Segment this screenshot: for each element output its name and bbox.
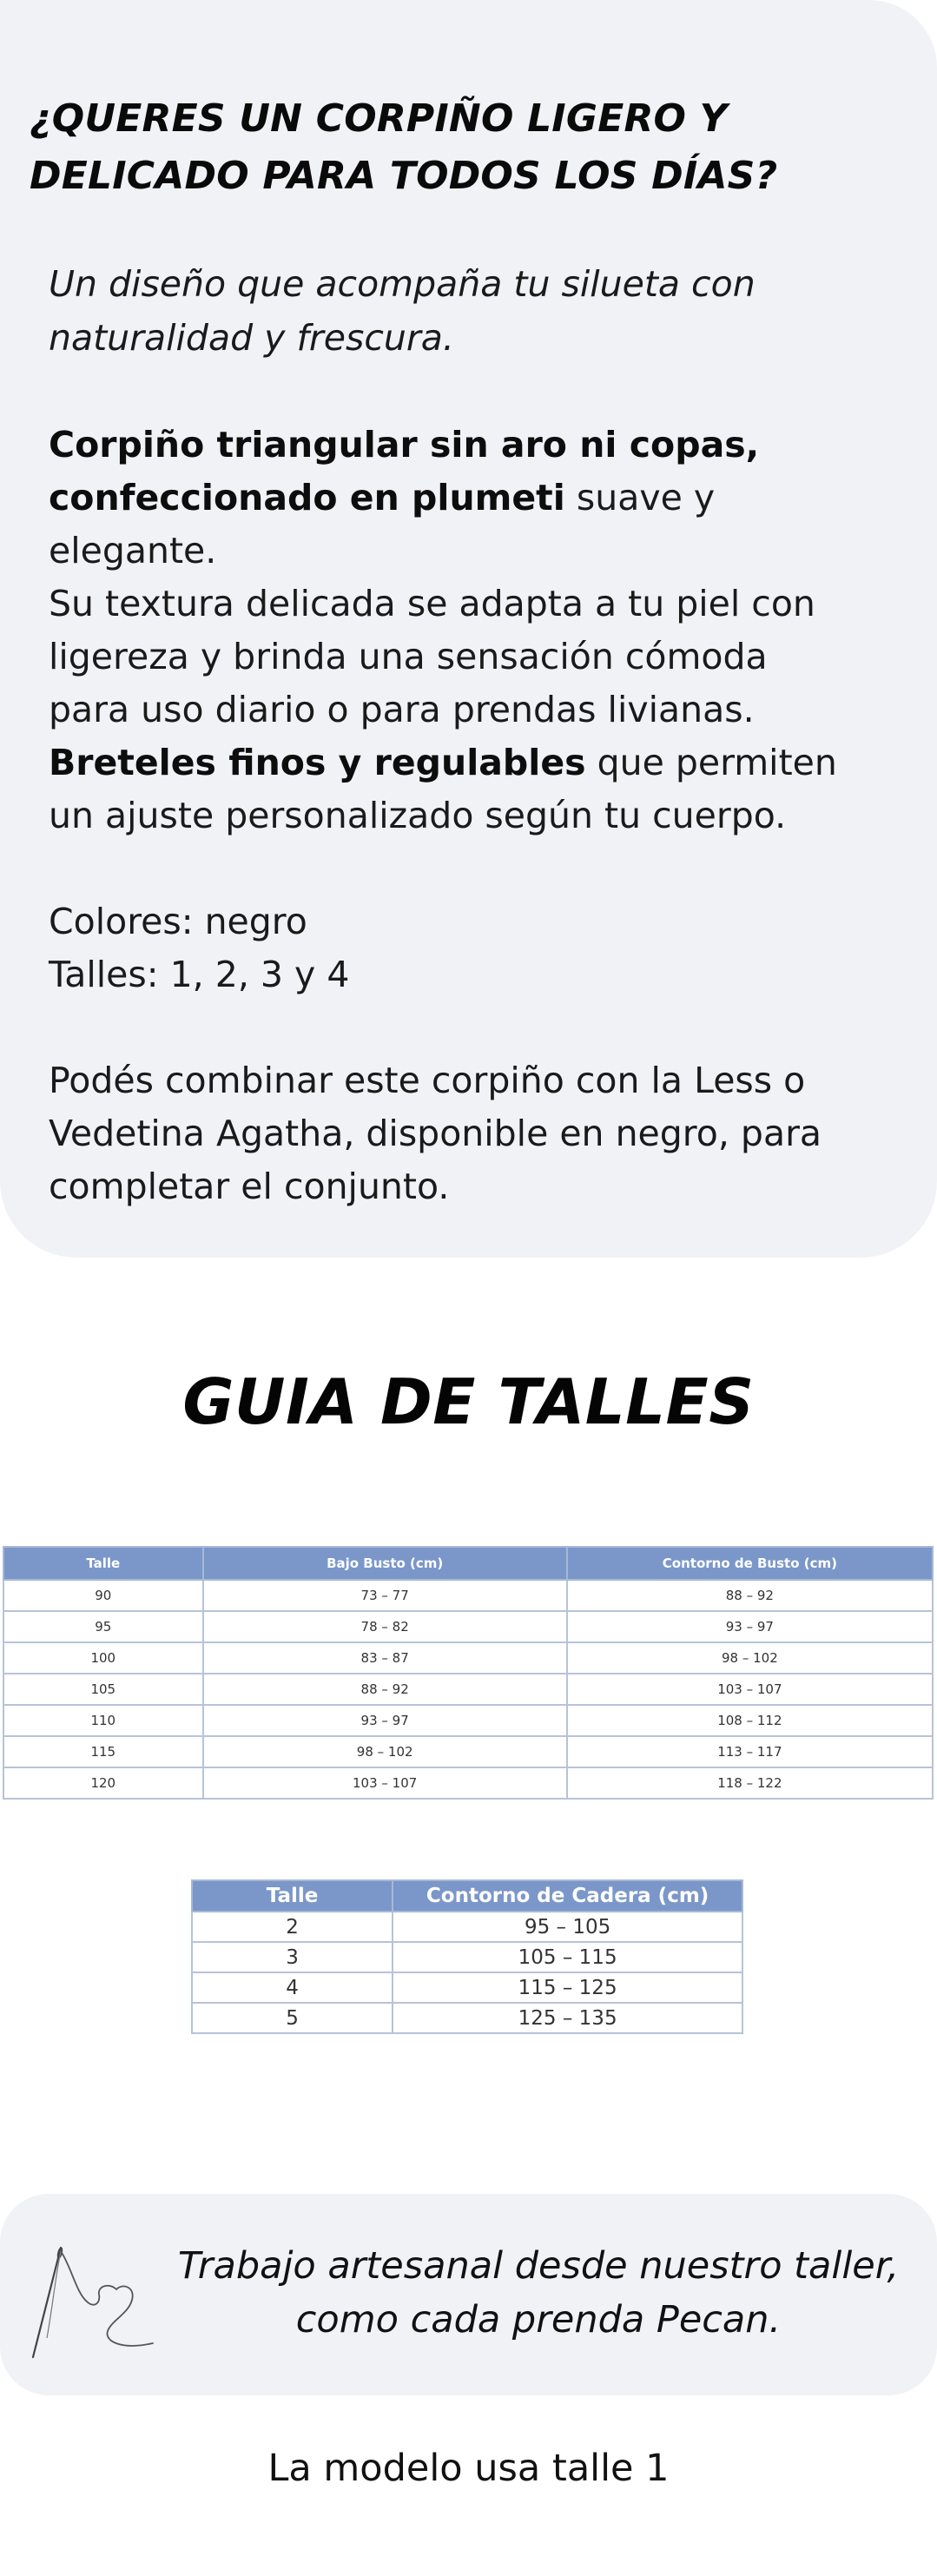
table-cell: 2 [192, 1912, 393, 1942]
table-cell: 83 – 87 [203, 1642, 567, 1674]
sizes-line: Talles: 1, 2, 3 y 4 [49, 954, 350, 995]
combo-line: Vedetina Agatha, disponible en negro, para [49, 1113, 822, 1154]
table-row [3, 1611, 933, 1642]
table-cell: 98 – 102 [203, 1736, 567, 1767]
artisan-line: como cada prenda Pecan. [295, 2298, 782, 2342]
table-header-row [3, 1547, 933, 1580]
body-bold-text: Breteles finos y regulables [49, 742, 586, 783]
table-cell: 88 – 92 [567, 1580, 933, 1611]
body-line [49, 736, 917, 789]
table-cell: 113 – 117 [567, 1736, 933, 1767]
table-row [3, 1705, 933, 1736]
body-text: que permiten [585, 742, 837, 783]
table-row [192, 2003, 742, 2033]
spacer [49, 842, 917, 895]
bust-size-table [3, 1546, 934, 1800]
hip-size-table [191, 1879, 743, 2034]
size-guide-title: GUIA DE TALLES [182, 1365, 755, 1438]
combo-line: completar el conjunto. [49, 1166, 450, 1207]
table-cell: 108 – 112 [567, 1705, 933, 1736]
table-cell: 103 – 107 [203, 1767, 567, 1799]
table-row [192, 1942, 742, 1972]
colors-line: Colores: negro [49, 901, 307, 942]
table-cell: 103 – 107 [567, 1674, 933, 1705]
artisan-banner [0, 2194, 937, 2395]
body-bold-text: confeccionado en plumeti [49, 477, 565, 519]
column-header: Talle [192, 1880, 393, 1912]
needle-thread-heart-icon [26, 2241, 165, 2362]
artisan-line: Trabajo artesanal desde nuestro taller, [177, 2244, 900, 2288]
model-size-note: La modelo usa talle 1 [267, 2447, 670, 2490]
table-cell: 3 [192, 1942, 393, 1972]
table-cell: 95 [3, 1611, 203, 1642]
body-line: Su textura delicada se adapta a tu piel con [49, 583, 815, 624]
table-cell: 105 [3, 1674, 203, 1705]
table-cell: 98 – 102 [567, 1642, 933, 1674]
body-bold-text: Corpiño triangular sin aro ni copas, [49, 424, 760, 466]
body-line: elegante. [49, 530, 217, 571]
table-cell: 90 [3, 1580, 203, 1611]
body-line: ligereza y brinda una sensación cómoda [49, 636, 768, 677]
table-cell: 118 – 122 [567, 1767, 933, 1799]
table-cell: 115 – 125 [393, 1972, 742, 2003]
description-title-line: DELICADO PARA TODOS LOS DÍAS? [30, 154, 778, 198]
description-intro-line: Un diseño que acompaña tu silueta con [49, 263, 756, 305]
table-cell: 125 – 135 [393, 2003, 742, 2033]
table-row [3, 1580, 933, 1611]
description-title-line: ¿QUERES UN CORPIÑO LIGERO Y [30, 96, 728, 141]
artisan-text [156, 2239, 921, 2347]
description-intro-line: naturalidad y frescura. [49, 317, 454, 359]
table-cell: 115 [3, 1736, 203, 1767]
table-row [192, 1912, 742, 1942]
table-cell: 105 – 115 [393, 1942, 742, 1972]
description-title [30, 90, 898, 205]
table-row [3, 1642, 933, 1674]
column-header: Contorno de Busto (cm) [567, 1547, 933, 1580]
table-cell: 93 – 97 [203, 1705, 567, 1736]
table-cell: 4 [192, 1972, 393, 2003]
table-cell: 78 – 82 [203, 1611, 567, 1642]
table-cell: 88 – 92 [203, 1674, 567, 1705]
column-header: Talle [3, 1547, 203, 1580]
column-header: Contorno de Cadera (cm) [393, 1880, 742, 1912]
body-line: un ajuste personalizado según tu cuerpo. [49, 795, 787, 836]
table-cell: 120 [3, 1767, 203, 1799]
body-line [49, 472, 917, 525]
body-line: para uso diario o para prendas livianas. [49, 689, 755, 730]
description-body [49, 419, 917, 1213]
column-header: Bajo Busto (cm) [203, 1547, 567, 1580]
description-intro [49, 257, 908, 365]
body-line [49, 419, 917, 472]
table-row [3, 1674, 933, 1705]
table-cell: 95 – 105 [393, 1912, 742, 1942]
table-cell: 110 [3, 1705, 203, 1736]
table-row [3, 1736, 933, 1767]
combo-line: Podés combinar este corpiño con la Less o [49, 1060, 806, 1101]
body-text: suave y [564, 477, 716, 519]
description-card [0, 0, 937, 1258]
table-row [192, 1972, 742, 2003]
table-cell: 93 – 97 [567, 1611, 933, 1642]
table-header-row [192, 1880, 742, 1912]
table-cell: 5 [192, 2003, 393, 2033]
table-row [3, 1767, 933, 1799]
table-cell: 73 – 77 [203, 1580, 567, 1611]
spacer [49, 1001, 917, 1054]
table-cell: 100 [3, 1642, 203, 1674]
